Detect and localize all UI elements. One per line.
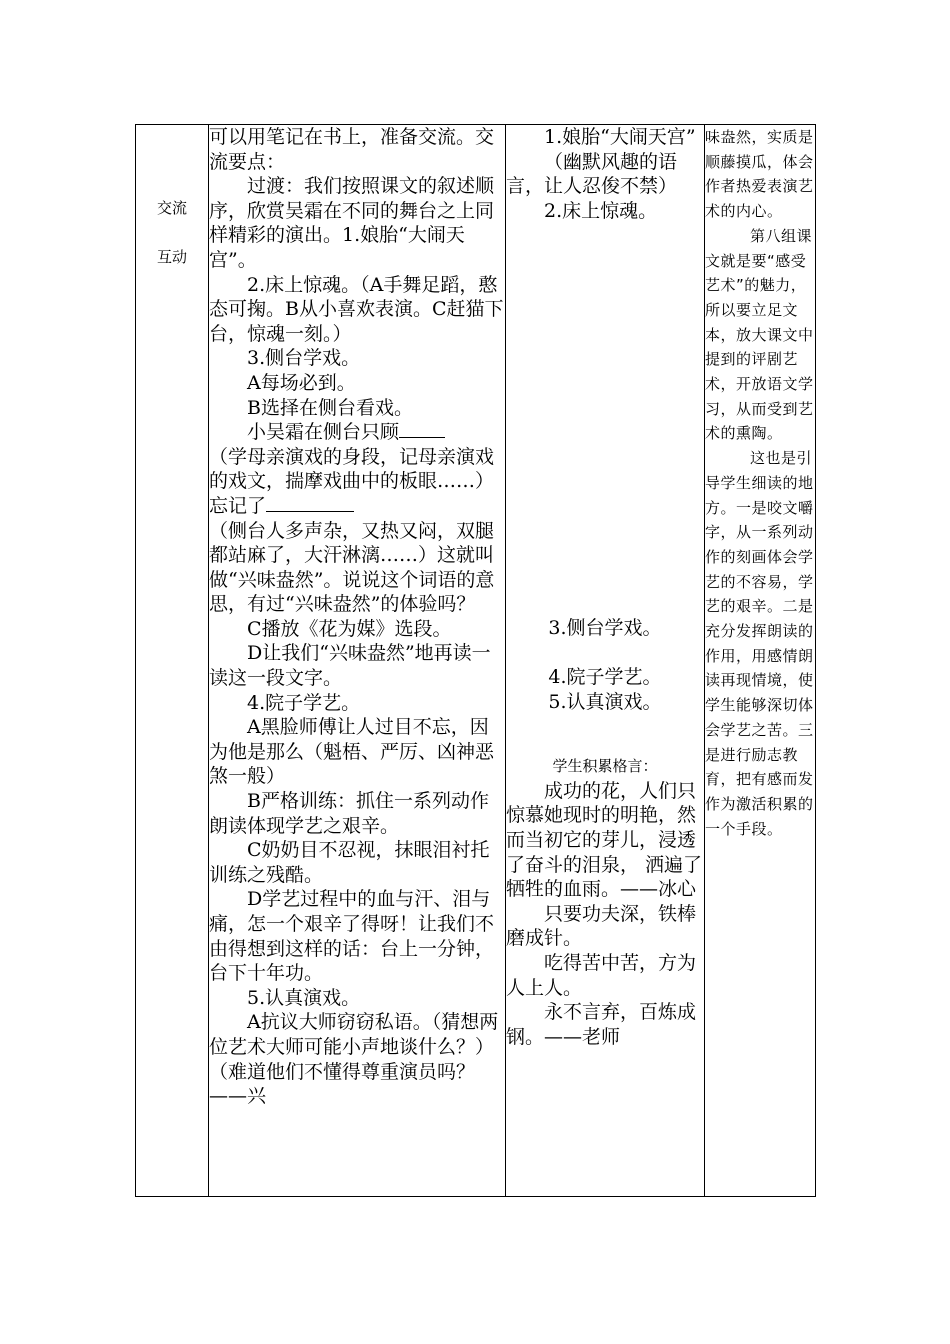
process-text: 可以用笔记在书上，准备交流。交流要点： (209, 126, 495, 173)
table-row (136, 125, 816, 1197)
process-text: C奶奶目不忍视，抹眼泪衬托训练之残酷。 (209, 839, 490, 886)
process-text: 3.侧台学戏。 (247, 347, 361, 370)
lesson-plan-table (135, 124, 816, 1197)
process-text: 5.认真演戏。 (247, 986, 361, 1009)
process-text: A黑脸师傅让人过目不忘，因为他是那么（魁梧、严厉、凶神恶煞一般） (209, 716, 495, 788)
fill-blank (399, 420, 445, 438)
process-text: （侧台人多声杂，又热又闷，双腿都站麻了，大汗淋漓……）这就叫做“兴味盎然”。说说这个词语的意思，有过“兴味盎然”的体验吗？ (209, 519, 495, 616)
process-text: A每场必到。 (247, 371, 356, 394)
process-text: 2.床上惊魂。（A手舞足蹈，憨态可掬。B从小喜欢表演。C赶猫下台，惊魂一刻。） (209, 273, 504, 345)
process-text: B选择在侧台看戏。 (247, 396, 413, 419)
motto-text: 成功的花，人们只惊慕她现时的明艳，然而当初它的芽儿，浸透了奋斗的泪泉， 洒遍了牺牲的血雨。——冰心 (506, 779, 703, 901)
teaching-process-cell (209, 125, 506, 1197)
motto-text: 永不言弃，百炼成钢。——老师 (506, 1001, 697, 1048)
student-text: 4.院子学艺。 (548, 665, 662, 688)
student-text: 1.娘胎“大闹天宫” (544, 126, 696, 148)
motto-text: 只要功夫深，铁棒磨成针。 (506, 902, 697, 950)
process-fill-in-2 (209, 445, 505, 519)
process-text: 小吴霜在侧台只顾 (247, 421, 400, 444)
process-text: （学母亲演戏的身段，记母亲演戏的戏文，揣摩戏曲中的板眼……）忘记了 (209, 445, 495, 517)
note-text: 这也是引导学生细读的地方。一是咬文嚼字，从一系列动作的刻画体会学艺的不容易，学艺的艰辛。二是充分发挥朗读的作用，用感情朗读再现情境，使学生能够深切体会学艺之苦。三是进行励志教育，把有感而发作为激活积累的一个手段。 (705, 449, 814, 838)
process-fill-in-1 (209, 420, 505, 445)
student-text: 3.侧台学戏。 (548, 617, 662, 640)
process-text: 4.院子学艺。 (247, 691, 361, 714)
student-text: 5.认真演戏。 (548, 690, 662, 713)
process-text: C播放《花为媒》选段。 (247, 617, 452, 640)
process-text: 过渡：我们按照课文的叙述顺序，欣赏吴霜在不同的舞台之上同样精彩的演出。1.娘胎“大闹天宫”。 (209, 175, 495, 271)
process-text: D学艺过程中的血与汗、泪与痛，怎一个艰辛了得呀！让我们不由得想到这样的话：台上一分钟，台下十年功。 (209, 888, 495, 985)
note-text: 第八组课文就是要“感受艺术”的魅力，所以要立足文本，放大课文中提到的评剧艺术，开放语文学习，从而受到艺术的熏陶。 (705, 226, 814, 443)
stage-label-1: 交流 (156, 199, 187, 217)
motto-text: 吃得苦中苦，方为人上人。 (506, 951, 697, 999)
note-text: 味盎然，实质是顺藤摸瓜，体会作者热爱表演艺术的内心。 (705, 128, 814, 221)
motto-heading: 学生积累格言： (552, 757, 658, 776)
process-text: A抗议大师窃窃私语。（猜想两位艺术大师可能小声地谈什么？）（难道他们不懂得尊重演员吗？——兴 (209, 1011, 499, 1108)
process-text: B严格训练：抓住一系列动作朗读体现学艺之艰辛。 (209, 790, 489, 837)
design-notes-cell (705, 125, 816, 1197)
stage-cell (136, 125, 209, 1197)
process-text: D让我们“兴味盎然”地再读一读这一段文字。 (209, 642, 491, 690)
fill-blank (266, 494, 354, 512)
student-activity-cell (506, 125, 705, 1197)
student-text: 2.床上惊魂。 (544, 199, 658, 222)
stage-label-2: 互动 (156, 248, 187, 266)
student-text: （幽默风趣的语言，让人忍俊不禁） (506, 150, 678, 198)
